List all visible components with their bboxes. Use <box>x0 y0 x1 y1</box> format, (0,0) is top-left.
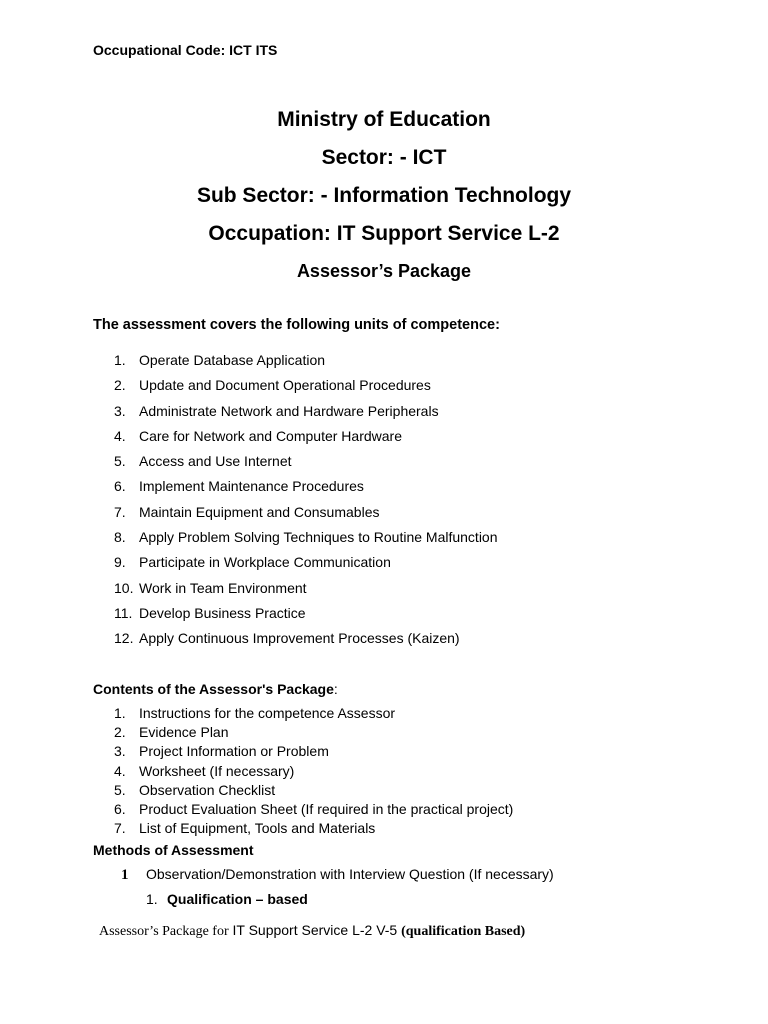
item-number: 3. <box>114 402 126 419</box>
contents-list <box>114 704 513 838</box>
method-text: Observation/Demonstration with Interview Question (If necessary) <box>146 866 554 882</box>
list-item <box>114 626 498 651</box>
occupation-title: Occupation: IT Support Service L-2 <box>208 222 560 245</box>
list-item <box>114 723 513 742</box>
qualification-text: Qualification – based <box>167 891 308 907</box>
contents-heading <box>93 681 338 697</box>
list-item <box>114 742 513 761</box>
item-number: 12. <box>114 630 134 647</box>
list-item <box>114 576 498 601</box>
method-number: 1 <box>121 867 129 883</box>
list-item <box>114 424 498 449</box>
list-item <box>114 373 498 398</box>
contents-heading-text: Contents of the Assessor's Package <box>93 681 334 697</box>
item-number: 6. <box>114 800 126 817</box>
occupational-code: Occupational Code: ICT ITS <box>93 42 278 58</box>
list-item <box>114 800 513 819</box>
item-number: 2. <box>114 377 126 394</box>
package-title: Assessor’s Package <box>296 261 472 281</box>
list-item <box>114 474 498 499</box>
list-item <box>114 399 498 424</box>
item-text: Access and Use Internet <box>139 453 292 470</box>
item-text: List of Equipment, Tools and Materials <box>139 820 376 837</box>
item-text: Instructions for the competence Assessor <box>139 705 396 721</box>
item-text: Administrate Network and Hardware Peripherals <box>139 402 439 419</box>
item-text: Update and Document Operational Procedures <box>139 377 431 394</box>
item-number: 2. <box>114 724 126 741</box>
item-number: 3. <box>114 743 126 760</box>
list-item <box>114 762 513 781</box>
item-text: Observation Checklist <box>139 781 276 798</box>
qualification-line <box>146 891 308 907</box>
list-item <box>114 348 498 373</box>
item-number: 7. <box>114 820 126 837</box>
list-item <box>114 500 498 525</box>
item-text: Project Information or Problem <box>139 743 329 760</box>
footer-occupation: IT Support Service L-2 V-5 <box>232 922 398 938</box>
item-number: 7. <box>114 503 126 520</box>
footer-prefix: Assessor’s Package for <box>99 924 229 939</box>
list-item <box>114 449 498 474</box>
item-text: Apply Continuous Improvement Processes (Kaizen) <box>139 630 460 647</box>
methods-heading: Methods of Assessment <box>93 842 254 858</box>
footer-suffix: (qualification Based) <box>401 924 526 939</box>
item-number: 10. <box>114 579 134 596</box>
item-number: 8. <box>114 529 126 546</box>
list-item <box>114 781 513 800</box>
method-line <box>121 866 554 884</box>
list-item <box>114 601 498 626</box>
item-text: Product Evaluation Sheet (If required in the practical project) <box>139 800 514 817</box>
sector-title: Sector: - ICT <box>321 146 447 169</box>
item-text: Work in Team Environment <box>139 579 307 596</box>
contents-heading-colon: : <box>333 681 338 697</box>
list-item <box>114 550 498 575</box>
item-text: Worksheet (If necessary) <box>139 762 295 779</box>
item-number: 11. <box>114 604 133 621</box>
item-text: Participate in Workplace Communication <box>139 554 391 571</box>
list-item <box>114 704 513 723</box>
item-number: 6. <box>114 478 126 495</box>
item-number: 1. <box>114 352 126 368</box>
item-text: Evidence Plan <box>139 724 229 741</box>
item-text: Care for Network and Computer Hardware <box>139 427 402 444</box>
item-number: 1. <box>114 705 126 721</box>
units-heading: The assessment covers the following units of competence: <box>93 317 500 333</box>
item-number: 4. <box>114 427 126 444</box>
item-number: 5. <box>114 781 126 798</box>
item-text: Operate Database Application <box>139 352 326 368</box>
item-text: Develop Business Practice <box>139 604 306 621</box>
units-list <box>114 348 498 652</box>
page-footer <box>99 922 525 940</box>
item-number: 9. <box>114 554 126 571</box>
item-number: 4. <box>114 762 126 779</box>
qualification-number: 1. <box>146 891 158 907</box>
sub-sector-title: Sub Sector: - Information Technology <box>196 184 572 207</box>
item-text: Apply Problem Solving Techniques to Routine Malfunction <box>139 529 498 546</box>
list-item <box>114 525 498 550</box>
list-item <box>114 819 513 838</box>
item-number: 5. <box>114 453 126 470</box>
ministry-title: Ministry of Education <box>277 108 491 131</box>
item-text: Implement Maintenance Procedures <box>139 478 364 495</box>
item-text: Maintain Equipment and Consumables <box>139 503 380 520</box>
